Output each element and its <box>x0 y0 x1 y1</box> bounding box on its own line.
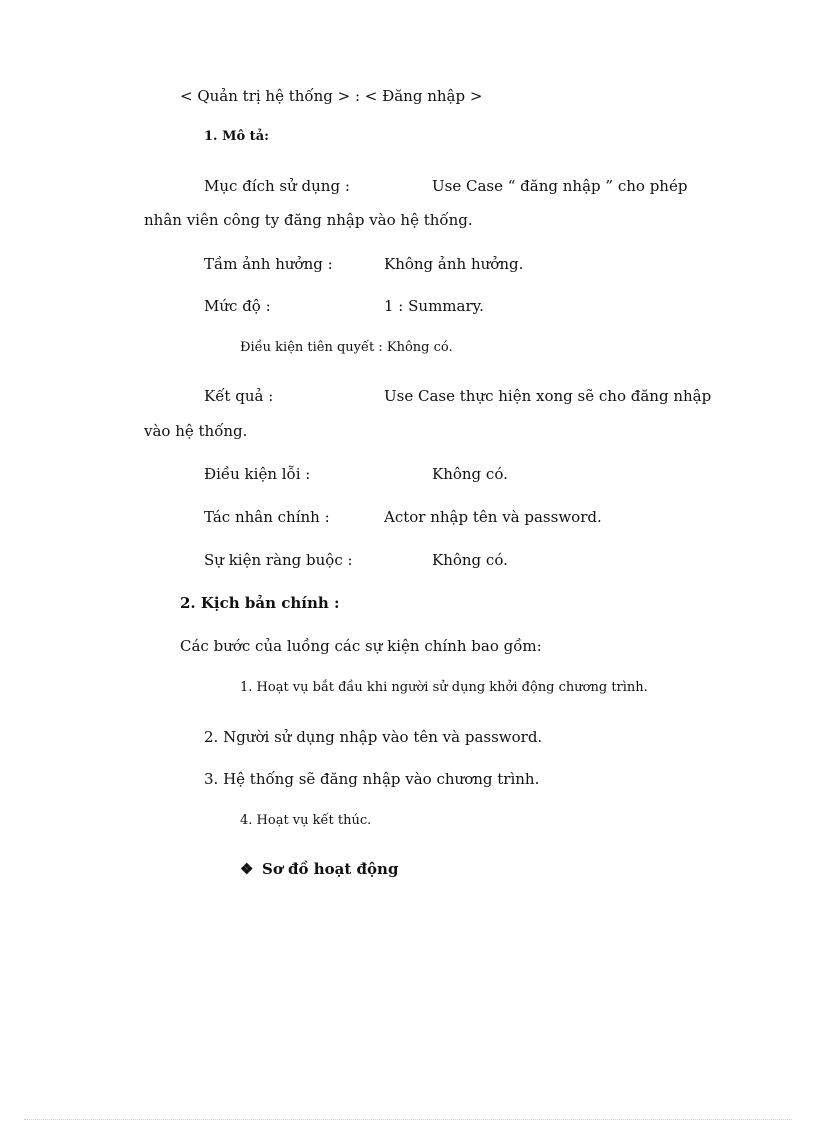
precondition-line: Điều kiện tiên quyết : Không có. <box>240 340 453 355</box>
flow-step-4: 4. Hoạt vụ kết thúc. <box>240 813 372 828</box>
activity-diagram-heading <box>240 859 398 879</box>
result-label: Kết quả : <box>204 387 274 405</box>
purpose-value: Use Case “ đăng nhập ” cho phép <box>432 177 688 195</box>
impact-value: Không ảnh hưởng. <box>384 255 524 273</box>
document-header: < Quản trị hệ thống > : < Đăng nhập > <box>180 87 483 105</box>
page-bottom-divider <box>24 1119 792 1120</box>
impact-label: Tầm ảnh hưởng : <box>204 255 333 273</box>
main-actor-label: Tác nhân chính : <box>204 508 330 526</box>
activity-diagram-title: Sơ đồ hoạt động <box>262 860 399 878</box>
flow-intro: Các bước của luồng các sự kiện chính bao gồm: <box>180 637 542 655</box>
constraint-label: Sự kiện ràng buộc : <box>204 551 353 569</box>
error-condition-label: Điều kiện lỗi : <box>204 465 311 483</box>
purpose-continuation: nhân viên công ty đăng nhập vào hệ thống. <box>144 211 473 229</box>
flow-step-1: 1. Hoạt vụ bắt đầu khi người sử dụng khởi động chương trình. <box>240 680 648 695</box>
main-actor-value: Actor nhập tên và password. <box>384 508 602 526</box>
error-condition-value: Không có. <box>432 465 508 483</box>
section-heading-main-scenario: 2. Kịch bản chính : <box>180 594 340 612</box>
level-value: 1 : Summary. <box>384 297 484 315</box>
flow-step-3: 3. Hệ thống sẽ đăng nhập vào chương trình. <box>204 770 540 788</box>
section-heading-description: 1. Mô tả: <box>204 129 269 144</box>
diamond-bullet-icon: ❖ <box>240 860 254 878</box>
constraint-value: Không có. <box>432 551 508 569</box>
result-value: Use Case thực hiện xong sẽ cho đăng nhập <box>384 387 712 405</box>
result-continuation: vào hệ thống. <box>144 422 248 440</box>
level-label: Mức độ : <box>204 297 271 315</box>
flow-step-2: 2. Người sử dụng nhập vào tên và password. <box>204 728 543 746</box>
purpose-label: Mục đích sử dụng : <box>204 177 350 195</box>
